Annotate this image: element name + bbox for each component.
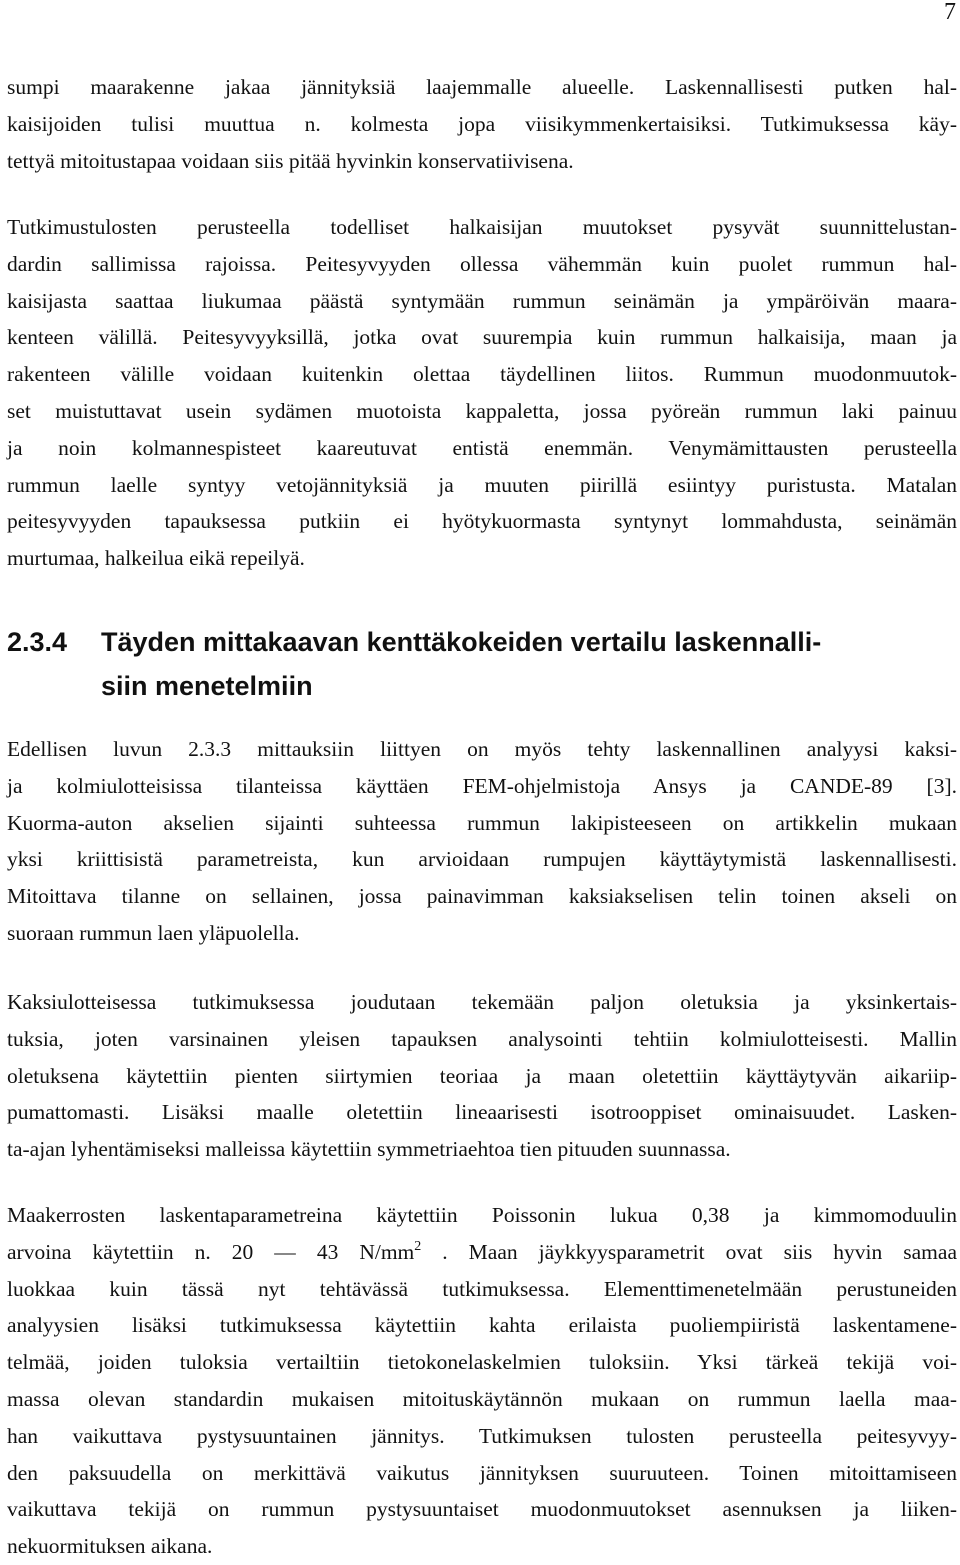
text-line: Maakerrosten laskentaparametreina käytettiin Poissonin lukua 0,38 ja kimmomoduulin [7, 1203, 957, 1227]
section-title-line: Täyden mittakaavan kenttäkokeiden vertailu laskennalli- [101, 627, 822, 657]
text-line: rakenteen välille voidaan kuitenkin olettaa täydellinen liitos. Rummun muodonmuutok- [7, 362, 957, 387]
section-title-line: siin menetelmiin [101, 671, 313, 701]
text-line: han vaikuttava pystysuuntainen jännitys. Tutkimuksen tulosten perusteella peitesyvyy- [7, 1423, 957, 1448]
page-number: 7 [944, 0, 956, 25]
text-line: ja noin kolmannespisteet kaareutuvat entistä enemmän. Venymämittausten perusteella [7, 435, 957, 460]
paragraph [7, 984, 957, 1168]
text-line: suoraan rummun laen yläpuolella. [7, 920, 300, 945]
text-line: set muistuttavat usein sydämen muotoista kappaletta, jossa pyöreän rummun laki painuu [7, 398, 957, 423]
superscript: 2 [414, 1238, 422, 1254]
text-line: dardin sallimissa rajoissa. Peitesyvyyden ollessa vähemmän kuin puolet rummun hal- [7, 251, 957, 276]
text-line: rummun laelle syntyy vetojännityksiä ja muuten piirillä esiintyy puristusta. Matalan [7, 472, 957, 497]
text-line: tuksia, joten varsinainen yleisen tapauksen analysointi tehtiin kolmiulotteisesti. Mallin [7, 1026, 957, 1051]
paragraph [7, 209, 957, 577]
text-line: pumattomasti. Lisäksi maalle oletettiin lineaarisesti isotrooppiset ominaisuudet. Lasken- [7, 1100, 957, 1125]
text-line: yksi kriittisistä parametreista, kun arvioidaan rumpujen käyttäytymistä laskennallisesti. [7, 847, 957, 872]
paragraph [7, 731, 957, 952]
text-line: Kaksiulotteisessa tutkimuksessa joudutaan tekemään paljon oletuksia ja yksinkertais- [7, 990, 957, 1014]
text-line: massa olevan standardin mukaisen mitoituskäytännön mukaan on rummun laella maa- [7, 1386, 957, 1411]
text-line: Kuorma-auton akselien sijainti suhteessa rummun lakipisteeseen on artikkelin mukaan [7, 810, 957, 835]
text-line: Mitoittava tilanne on sellainen, jossa painavimman kaksiakselisen telin toinen akseli on [7, 884, 957, 909]
text-line: kenteen välillä. Peitesyvyyksillä, jotka ovat suurempia kuin rummun halkaisija, maan ja [7, 325, 957, 350]
text-line: ta-ajan lyhentämiseksi malleissa käytettiin symmetriaehtoa tien pituuden suunnassa. [7, 1137, 731, 1162]
text-run: arvoina käytettiin n. 20 — 43 N/mm [7, 1239, 415, 1264]
text-line: Edellisen luvun 2.3.3 mittauksiin liittyen on myös tehty laskennallinen analyysi kaksi- [7, 737, 957, 761]
text-line: den paksuudella on merkittävä vaikutus jännityksen suuruuteen. Toinen mitoittamiseen [7, 1460, 957, 1485]
text-line: nekuormituksen aikana. [7, 1534, 213, 1559]
text-run: . Maan jäykkyysparametrit ovat siis hyvin samaa [442, 1239, 957, 1264]
text-line: telmää, joiden tuloksia vertailtiin tietokonelaskelmien tuloksiin. Yksi tärkeä tekijä voi- [7, 1350, 957, 1375]
section-number: 2.3.4 [7, 627, 68, 657]
text-line: Tutkimustulosten perusteella todelliset halkaisijan muutokset pysyvät suunnittelustan- [7, 215, 957, 239]
text-line [7, 1234, 957, 1271]
text-line: kaisijasta saattaa liukumaa päästä syntymään rummun seinämän ja ympäröivän maara- [7, 288, 957, 313]
paragraph [7, 1197, 957, 1565]
text-line: analyysien lisäksi tutkimuksessa käytettiin kahta erilaista puoliempiiristä laskentamene- [7, 1313, 957, 1338]
text-line: peitesyvyyden tapauksessa putkiin ei hyötykuormasta syntynyt lommahdusta, seinämän [7, 509, 957, 534]
text-line: vaikuttava tekijä on rummun pystysuuntaiset muodonmuutokset asennuksen ja liiken- [7, 1497, 957, 1522]
paragraph [7, 69, 957, 179]
text-line: sumpi maarakenne jakaa jännityksiä laajemmalle alueelle. Laskennallisesti putken hal- [7, 75, 957, 99]
text-line: ja kolmiulotteisissa tilanteissa käyttäen FEM-ohjelmistoja Ansys ja CANDE-89 [3]. [7, 773, 957, 798]
text-line: kaisijoiden tulisi muuttua n. kolmesta jopa viisikymmenkertaisiksi. Tutkimuksessa käy- [7, 111, 957, 136]
text-line: luokkaa kuin tässä nyt tehtävässä tutkimuksessa. Elementtimenetelmään perustuneiden [7, 1276, 957, 1301]
text-line: oletuksena käytettiin pienten siirtymien teoriaa ja maan oletettiin käyttäytyvän aikariip- [7, 1063, 957, 1088]
text-line: murtumaa, halkeilua eikä repeilyä. [7, 546, 305, 571]
text-line: tettyä mitoitustapaa voidaan siis pitää hyvinkin konservatiivisena. [7, 148, 574, 173]
